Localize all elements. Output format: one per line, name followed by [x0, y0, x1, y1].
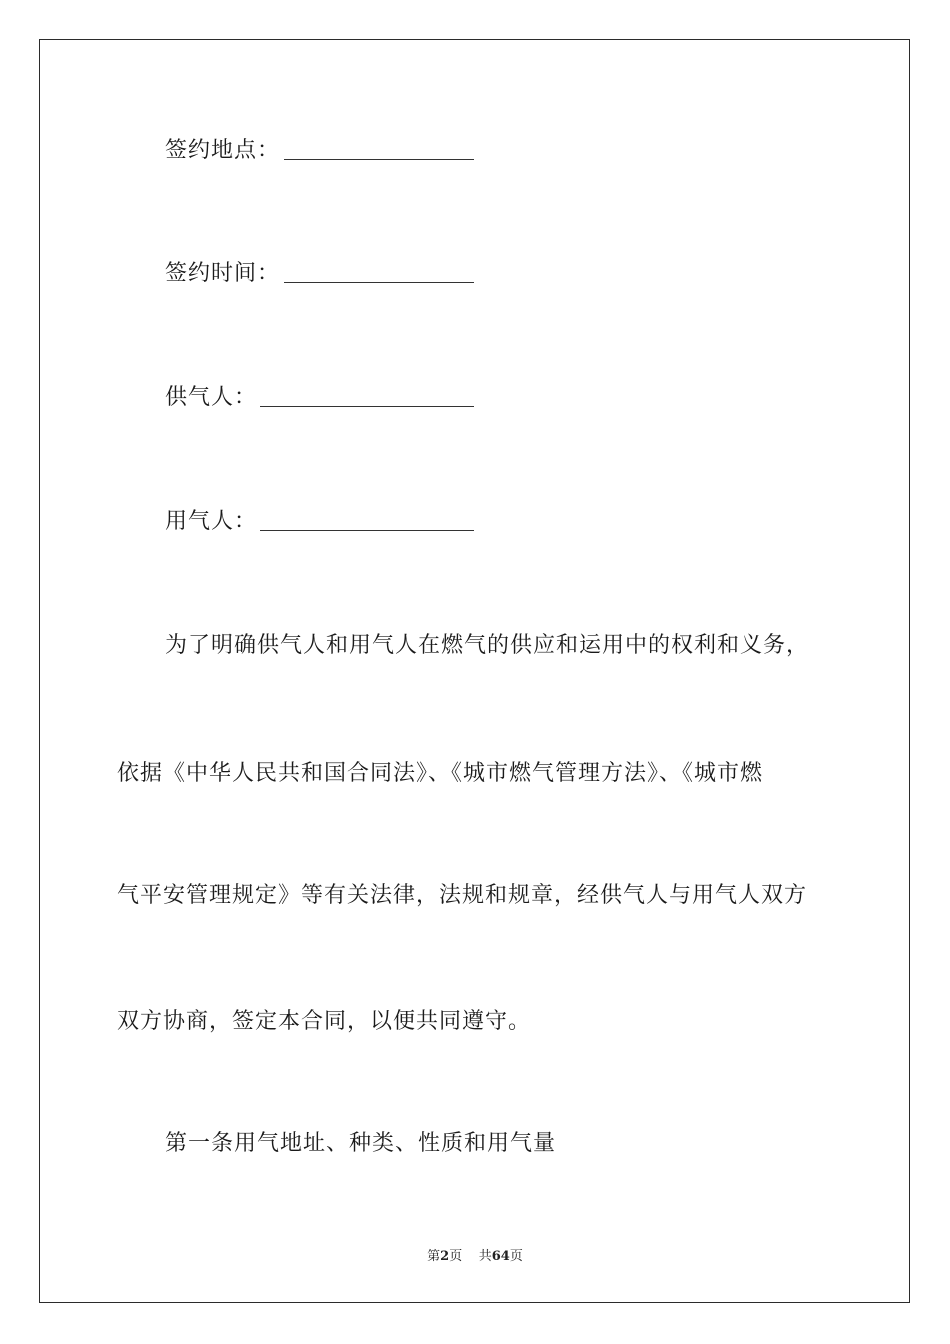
field-supplier-blank[interactable] — [260, 406, 474, 407]
page-border — [39, 39, 910, 1303]
footer-total-suffix: 页 — [509, 1249, 523, 1264]
field-sign-time-label: 签约时间： — [165, 261, 281, 286]
field-sign-place-blank[interactable] — [284, 159, 474, 160]
article-heading: 第一条用气地址、种类、性质和用气量 — [165, 1131, 557, 1156]
footer-page-number: 2 — [440, 1249, 450, 1264]
paragraph-line-3: 气平安管理规定》等有关法律，法规和规章，经供气人与用气人双方 — [117, 883, 808, 908]
field-sign-time-blank[interactable] — [284, 282, 474, 283]
paragraph-line-1: 为了明确供气人和用气人在燃气的供应和运用中的权利和义务， — [165, 633, 810, 658]
paragraph-line-4: 双方协商，签定本合同，以便共同遵守。 — [117, 1009, 532, 1034]
field-user-blank[interactable] — [260, 530, 474, 531]
field-supplier-label: 供气人： — [165, 385, 258, 410]
footer-total-number: 64 — [491, 1249, 510, 1264]
paragraph-line-2: 依据《中华人民共和国合同法》、《城市燃气管理方法》、《城市燃 — [117, 761, 764, 786]
field-user-label: 用气人： — [165, 509, 258, 534]
page-footer — [0, 1248, 950, 1266]
footer-page-prefix: 第 — [427, 1249, 441, 1264]
footer-total-prefix: 共 — [478, 1249, 492, 1264]
footer-page-suffix: 页 — [449, 1249, 463, 1264]
field-sign-place-label: 签约地点： — [165, 138, 281, 163]
